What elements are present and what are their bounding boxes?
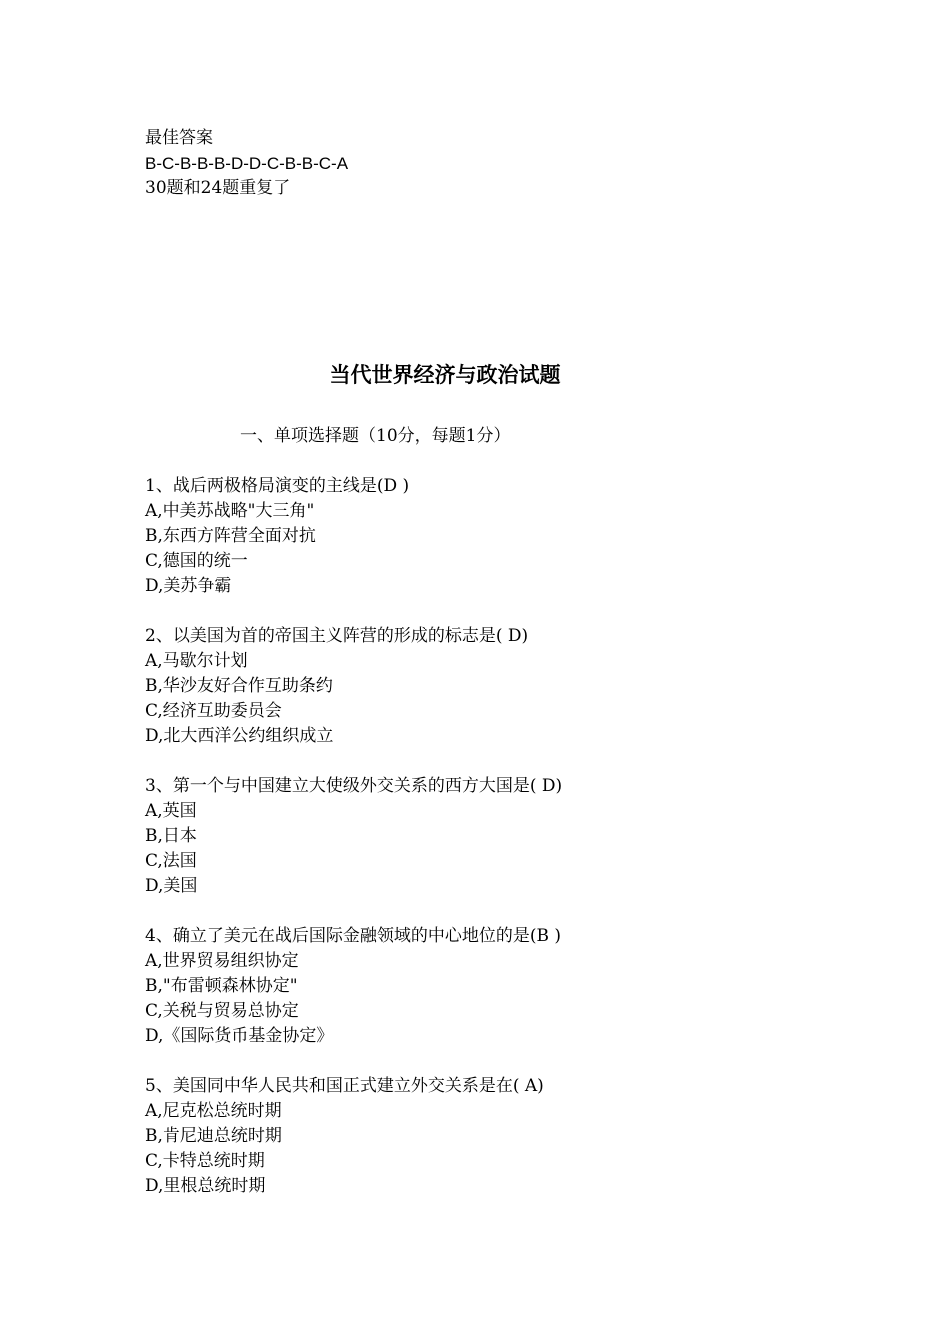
document-title: 当代世界经济与政治试题 (329, 362, 561, 387)
question-stem: 2、以美国为首的帝国主义阵营的形成的标志是( D) (145, 626, 529, 646)
question-3 (145, 774, 845, 899)
option-a: A,世界贸易组织协定 (145, 951, 299, 971)
question-stem: 5、美国同中华人民共和国正式建立外交关系是在( A) (145, 1076, 544, 1096)
option-a: A,尼克松总统时期 (145, 1101, 282, 1121)
option-d: D,《国际货币基金协定》 (145, 1026, 334, 1046)
option-a: A,英国 (145, 801, 197, 821)
answer-note: 30题和24题重复了 (145, 178, 291, 198)
option-d: D,美国 (145, 876, 198, 896)
option-a: A,马歇尔计划 (145, 651, 248, 671)
option-b: B,肯尼迪总统时期 (145, 1126, 282, 1146)
question-2 (145, 624, 845, 749)
option-c: C,德国的统一 (145, 551, 248, 571)
option-d: D,北大西洋公约组织成立 (145, 726, 334, 746)
best-answer-block (145, 126, 845, 201)
option-b: B,日本 (145, 826, 197, 846)
section-title: 一、单项选择题（10分，每题1分） (240, 426, 511, 446)
option-c: C,卡特总统时期 (145, 1151, 265, 1171)
option-d: D,美苏争霸 (145, 576, 232, 596)
question-stem: 3、第一个与中国建立大使级外交关系的西方大国是( D) (145, 776, 563, 796)
question-5 (145, 1074, 845, 1199)
option-c: C,法国 (145, 851, 197, 871)
option-c: C,经济互助委员会 (145, 701, 282, 721)
answer-key: B-C-B-B-B-D-D-C-B-B-C-A (145, 154, 349, 173)
option-b: B,华沙友好合作互助条约 (145, 676, 333, 696)
question-stem: 1、战后两极格局演变的主线是(D ) (145, 476, 410, 496)
option-c: C,关税与贸易总协定 (145, 1001, 299, 1021)
question-4 (145, 924, 845, 1049)
question-stem: 4、确立了美元在战后国际金融领域的中心地位的是(B ) (145, 926, 561, 946)
option-d: D,里根总统时期 (145, 1176, 266, 1196)
question-1 (145, 474, 845, 599)
option-b: B,"布雷顿森林协定" (145, 976, 298, 996)
option-b: B,东西方阵营全面对抗 (145, 526, 316, 546)
question-list (145, 474, 845, 1224)
best-answer-heading: 最佳答案 (145, 128, 213, 148)
option-a: A,中美苏战略"大三角" (145, 501, 315, 521)
